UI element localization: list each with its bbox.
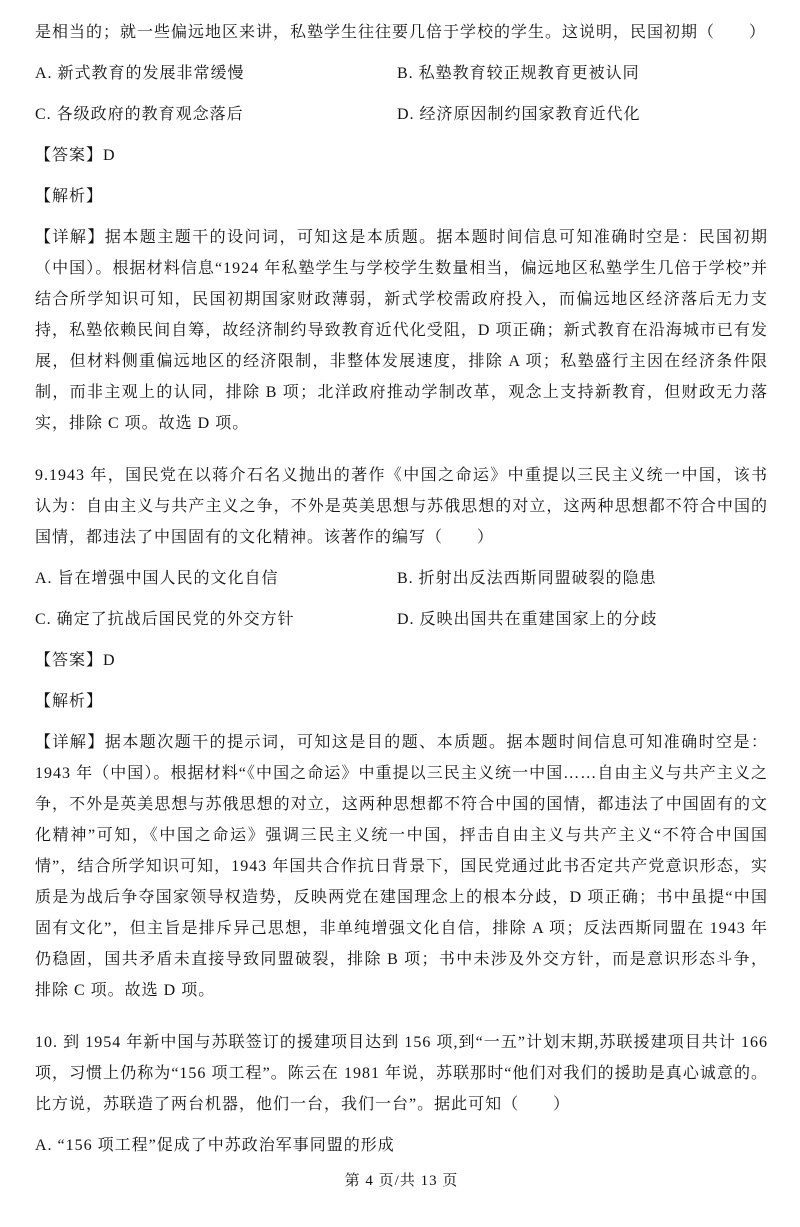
- q8-stem-continuation: 是相当的；就一些偏远地区来讲，私塾学生往往要几倍于学校的学生。这说明，民国初期（ ）: [35, 24, 767, 41]
- page-number-footer: 第 4 页/共 13 页: [344, 1173, 459, 1189]
- q8-option-c: C. 各级政府的教育观念落后: [35, 106, 244, 123]
- q9-options-row-ab: [35, 563, 768, 594]
- q9-answer: 【答案】D: [35, 652, 116, 669]
- q8-options-row-ab: [35, 58, 768, 89]
- q8-answer: 【答案】D: [35, 147, 116, 164]
- q9-stem: 9.1943 年，国民党在以蒋介石名义抛出的著作《中国之命运》中重提以三民主义统一中国，该书认为：自由主义与共产主义之争，不外是英美思想与苏俄思想的对立，这两种思想都不符合中国的国情，都违法了中国固有的文化精神。该著作的编写（ ）: [35, 467, 768, 546]
- q9-analysis-label: 【解析】: [35, 693, 104, 710]
- q9-option-c: C. 确定了抗战后国民党的外交方针: [35, 611, 295, 628]
- q8-options-row-cd: [35, 99, 768, 130]
- q10-stem: 10. 到 1954 年新中国与苏联签订的援建项目达到 156 项,到“一五”计划末期,苏联援建项目共计 166 项，习惯上仍称为“156 项工程”。陈云在 1981 年说，苏联那时“他们对我们的援助是真心诚意的。比方说，苏联造了两台机器，他们一台，我们一台”。据此可知（ ）: [35, 1034, 768, 1113]
- q8-option-a: A. 新式教育的发展非常缓慢: [35, 65, 245, 82]
- q9-option-a: A. 旨在增强中国人民的文化自信: [35, 570, 279, 587]
- q10-option-a: A. “156 项工程”促成了中苏政治军事同盟的形成: [35, 1137, 395, 1154]
- q9-option-b: B. 折射出反法西斯同盟破裂的隐患: [397, 570, 657, 587]
- q8-option-d: D. 经济原因制约国家教育近代化: [397, 106, 641, 123]
- q8-analysis-label: 【解析】: [35, 188, 104, 205]
- q8-detail-explanation: 【详解】据本题主题干的设问词，可知这是本质题。据本题时间信息可知准确时空是：民国初期（中国）。根据材料信息“1924 年私塾学生与学校学生数量相当，偏远地区私塾学生几倍于学校”并结合所学知识可知，民国初期国家财政薄弱，新式学校需政府投入，而偏远地区经济落后无力支持，私塾依赖民间自筹，故经济制约导致教育近代化受阻，D 项正确；新式教育在沿海城市已有发展，但材料侧重偏远地区的经济限制，非整体发展速度，排除 A 项；私塾盛行主因在经济条件限制，而非主观上的认同，排除 B 项；北洋政府推动学制改革，观念上支持新教育，但财政无力落实，排除 C 项。故选 D 项。: [35, 229, 768, 432]
- q9-options-row-cd: [35, 604, 768, 635]
- q9-detail-explanation: 【详解】据本题次题干的提示词，可知这是目的题、本质题。据本题时间信息可知准确时空是：1943 年（中国）。根据材料“《中国之命运》中重提以三民主义统一中国……自由主义与共产主义之争，不外是英美思想与苏俄思想的对立，这两种思想都不符合中国的国情，都违法了中国固有的文化精神”可知，《中国之命运》强调三民主义统一中国，抨击自由主义与共产主义“不符合中国国情”，结合所学知识可知，1943 年国共合作抗日背景下，国民党通过此书否定共产党意识形态，实质是为战后争夺国家领导权造势，反映两党在建国理念上的根本分歧，D 项正确；书中虽提“中国固有文化”，但主旨是排斥异己思想，非单纯增强文化自信，排除 A 项；反法西斯同盟在 1943 年仍稳固，国共矛盾未直接导致同盟破裂，排除 B 项；书中未涉及外交方针，而是意识形态斗争，排除 C 项。故选 D 项。: [35, 734, 768, 999]
- q8-option-b: B. 私塾教育较正规教育更被认同: [397, 65, 640, 82]
- q9-option-d: D. 反映出国共在重建国家上的分歧: [397, 611, 658, 628]
